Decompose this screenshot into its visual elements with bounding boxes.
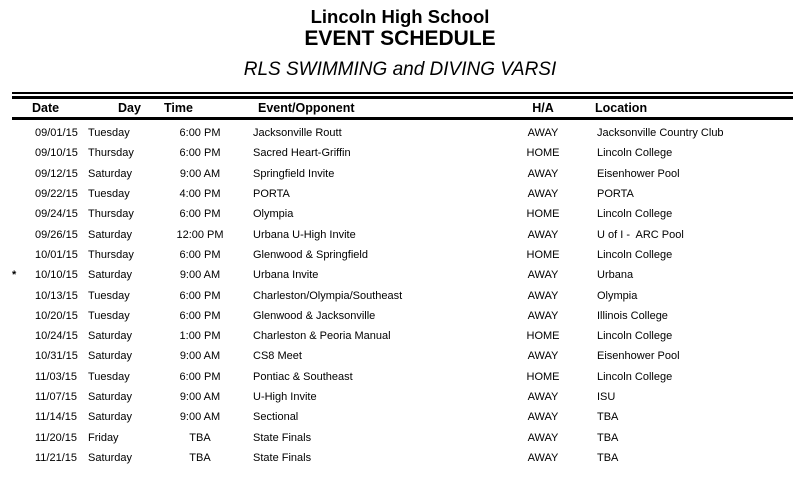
cell-event-opponent: Urbana U-High Invite xyxy=(253,228,356,241)
cell-home-away: AWAY xyxy=(527,411,559,424)
cell-event-opponent: State Finals xyxy=(253,431,312,444)
cell-time: TBA xyxy=(189,451,211,464)
cell-event-opponent: Glenwood & Jacksonville xyxy=(253,309,376,322)
cell-location: TBA xyxy=(597,411,619,424)
cell-home-away: HOME xyxy=(526,330,560,343)
cell-marker: * xyxy=(12,269,17,282)
cell-marker xyxy=(12,346,32,366)
cell-marker xyxy=(12,407,32,427)
cell-home-away: HOME xyxy=(526,248,560,261)
cell-home-away: HOME xyxy=(526,208,560,221)
school-name: Lincoln High School xyxy=(310,6,490,27)
cell-marker xyxy=(12,387,32,407)
cell-marker xyxy=(12,367,32,387)
cell-day: Saturday xyxy=(88,391,133,403)
cell-location: Olympia xyxy=(597,289,638,302)
column-header-event-opponent: Event/Opponent xyxy=(240,98,500,119)
table-row xyxy=(12,367,793,387)
schedule-table xyxy=(12,96,793,468)
cell-day: Saturday xyxy=(88,269,133,282)
cell-event-opponent: Sacred Heart-Griffin xyxy=(253,147,351,160)
column-header-day: Day xyxy=(82,98,160,119)
cell-location: Lincoln College xyxy=(597,370,673,383)
table-row xyxy=(12,326,793,346)
cell-day: Thursday xyxy=(88,208,134,221)
cell-date: 09/10/15 xyxy=(35,147,78,160)
cell-day: Thursday xyxy=(88,248,134,261)
cell-location: TBA xyxy=(597,431,619,444)
cell-date: 10/20/15 xyxy=(35,309,78,322)
cell-day: Saturday xyxy=(88,411,133,424)
cell-home-away: AWAY xyxy=(527,350,559,363)
cell-home-away: HOME xyxy=(526,147,560,160)
cell-marker xyxy=(12,448,32,468)
cell-home-away: AWAY xyxy=(527,431,559,444)
cell-event-opponent: Springfield Invite xyxy=(253,167,335,180)
cell-home-away: HOME xyxy=(526,370,560,383)
cell-marker xyxy=(12,164,32,184)
cell-marker xyxy=(12,143,32,163)
cell-location: PORTA xyxy=(597,188,634,201)
cell-marker xyxy=(12,285,32,305)
cell-location: Urbana xyxy=(597,269,634,282)
schedule-table-wrapper xyxy=(12,92,793,468)
cell-day: Tuesday xyxy=(88,370,130,383)
cell-time: 6:00 PM xyxy=(179,127,221,140)
table-row xyxy=(12,346,793,366)
cell-date: 10/31/15 xyxy=(35,350,78,363)
cell-event-opponent: State Finals xyxy=(253,451,312,464)
cell-time: 9:00 AM xyxy=(179,391,221,403)
cell-date: 11/21/15 xyxy=(35,451,78,464)
table-row xyxy=(12,204,793,224)
table-row xyxy=(12,184,793,204)
cell-day: Saturday xyxy=(88,228,133,241)
table-row xyxy=(12,285,793,305)
schedule-body xyxy=(12,119,793,469)
cell-day: Saturday xyxy=(88,350,133,363)
cell-day: Saturday xyxy=(88,330,133,343)
cell-day: Thursday xyxy=(88,147,134,160)
cell-date: 09/22/15 xyxy=(35,188,78,201)
cell-marker xyxy=(12,326,32,346)
column-header-date: Date xyxy=(32,98,82,119)
cell-marker xyxy=(12,245,32,265)
cell-day: Saturday xyxy=(88,167,133,180)
table-row xyxy=(12,427,793,447)
cell-location: Eisenhower Pool xyxy=(597,350,680,363)
table-row xyxy=(12,265,793,285)
cell-time: TBA xyxy=(189,431,211,444)
cell-time: 9:00 AM xyxy=(179,269,221,282)
cell-date: 10/13/15 xyxy=(35,289,78,302)
column-header-home-away: H/A xyxy=(500,98,586,119)
cell-marker xyxy=(12,224,32,244)
cell-event-opponent: Pontiac & Southeast xyxy=(253,370,353,383)
cell-event-opponent: Sectional xyxy=(253,411,299,424)
cell-date: 09/12/15 xyxy=(35,167,78,180)
cell-time: 6:00 PM xyxy=(179,147,221,160)
column-header-marker xyxy=(12,98,32,119)
cell-location: ISU xyxy=(597,391,616,403)
cell-date: 11/03/15 xyxy=(35,370,78,383)
cell-time: 6:00 PM xyxy=(179,248,221,261)
cell-event-opponent: Charleston/Olympia/Southeast xyxy=(253,289,403,302)
cell-marker xyxy=(12,204,32,224)
table-row xyxy=(12,306,793,326)
cell-date: 09/01/15 xyxy=(35,127,78,140)
cell-day: Tuesday xyxy=(88,289,130,302)
cell-location: TBA xyxy=(597,451,619,464)
cell-date: 11/20/15 xyxy=(35,431,78,444)
cell-time: 6:00 PM xyxy=(179,208,221,221)
cell-date: 09/24/15 xyxy=(35,208,78,221)
cell-time: 6:00 PM xyxy=(179,289,221,302)
cell-location: U of I - ARC Pool xyxy=(597,228,684,241)
cell-day: Tuesday xyxy=(88,188,130,201)
cell-home-away: AWAY xyxy=(527,167,559,180)
cell-day: Friday xyxy=(88,431,119,444)
column-header-location: Location xyxy=(586,98,793,119)
cell-marker xyxy=(12,119,32,144)
cell-home-away: AWAY xyxy=(527,269,559,282)
column-header-time: Time xyxy=(160,98,240,119)
cell-location: Eisenhower Pool xyxy=(597,167,680,180)
cell-location: Lincoln College xyxy=(597,147,673,160)
cell-day: Saturday xyxy=(88,451,133,464)
cell-location: Lincoln College xyxy=(597,208,673,221)
cell-event-opponent: Charleston & Peoria Manual xyxy=(253,330,391,343)
cell-event-opponent: Urbana Invite xyxy=(253,269,319,282)
cell-event-opponent: Olympia xyxy=(253,208,294,221)
cell-time: 6:00 PM xyxy=(179,309,221,322)
cell-date: 09/26/15 xyxy=(35,228,78,241)
cell-time: 4:00 PM xyxy=(179,188,221,201)
cell-day: Tuesday xyxy=(88,127,130,140)
cell-day: Tuesday xyxy=(88,309,130,322)
cell-date: 11/14/15 xyxy=(35,411,78,424)
cell-event-opponent: PORTA xyxy=(253,188,290,201)
cell-time: 9:00 AM xyxy=(179,167,221,180)
page-title: EVENT SCHEDULE xyxy=(304,27,496,50)
header-row xyxy=(12,98,793,119)
cell-location: Illinois College xyxy=(597,309,668,322)
table-row xyxy=(12,407,793,427)
cell-home-away: AWAY xyxy=(527,228,559,241)
cell-event-opponent: Glenwood & Springfield xyxy=(253,248,368,261)
cell-event-opponent: Jacksonville Routt xyxy=(253,127,342,140)
cell-time: 12:00 PM xyxy=(176,228,224,241)
table-row xyxy=(12,143,793,163)
cell-location: Jacksonville Country Club xyxy=(597,127,724,140)
cell-event-opponent: CS8 Meet xyxy=(253,350,302,363)
cell-event-opponent: U-High Invite xyxy=(253,391,317,403)
cell-marker xyxy=(12,306,32,326)
cell-time: 9:00 AM xyxy=(179,411,221,424)
cell-home-away: AWAY xyxy=(527,188,559,201)
cell-date: 11/07/15 xyxy=(35,391,78,403)
cell-home-away: AWAY xyxy=(527,289,559,302)
cell-location: Lincoln College xyxy=(597,248,673,261)
cell-home-away: AWAY xyxy=(527,451,559,464)
table-row xyxy=(12,245,793,265)
cell-date: 10/24/15 xyxy=(35,330,78,343)
cell-marker xyxy=(12,184,32,204)
document-header xyxy=(0,6,800,50)
cell-home-away: AWAY xyxy=(527,127,559,140)
table-row xyxy=(12,387,793,407)
cell-time: 9:00 AM xyxy=(179,350,221,363)
cell-date: 10/10/15 xyxy=(35,269,78,282)
cell-time: 6:00 PM xyxy=(179,370,221,383)
schedule-subtitle: RLS SWIMMING and DIVING VARSI xyxy=(243,59,557,80)
cell-home-away: AWAY xyxy=(527,391,559,403)
cell-location: Lincoln College xyxy=(597,330,673,343)
cell-date: 10/01/15 xyxy=(35,248,78,261)
table-row xyxy=(12,224,793,244)
cell-marker xyxy=(12,427,32,447)
cell-home-away: AWAY xyxy=(527,309,559,322)
table-row xyxy=(12,119,793,144)
cell-time: 1:00 PM xyxy=(179,330,221,343)
table-row xyxy=(12,164,793,184)
table-row xyxy=(12,448,793,468)
